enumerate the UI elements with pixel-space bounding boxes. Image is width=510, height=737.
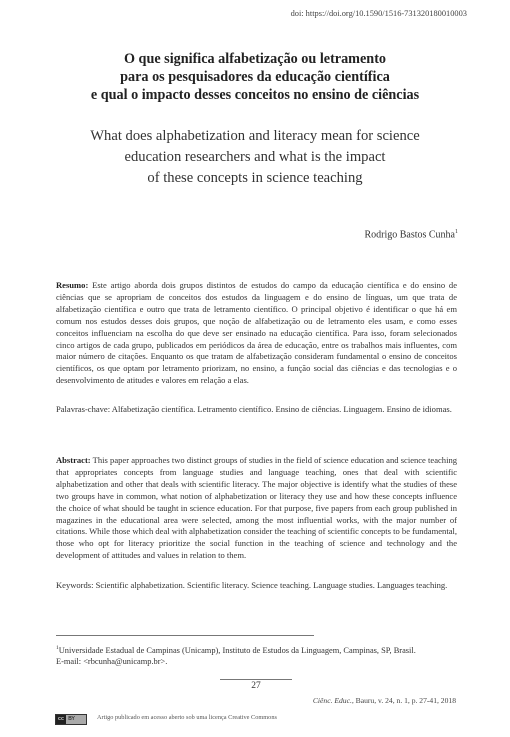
title-pt-line: para os pesquisadores da educação científica [120, 69, 390, 85]
footnote [56, 643, 456, 668]
footnote-line1: Universidade Estadual de Campinas (Unicamp), Instituto de Estudos da Linguagem, Campinas, SP, Brasil. [58, 645, 416, 655]
journal-details: , Bauru, v. 24, n. 1, p. 27-41, 2018 [351, 696, 456, 705]
cc-by-label: BY [68, 716, 75, 722]
journal-name: Ciênc. Educ. [312, 696, 352, 705]
page-number: 27 [251, 681, 261, 691]
footnote-mark: 1 [56, 645, 59, 651]
abstract-text: This paper approaches two distinct groups of studies in the field of science education and science teaching that appropriates concepts from language studies and language teaching, ones that deal with scientific alphabetization and other that deals with scientific literacy. The major objective is identify what the studies of these two groups have in common, what notion of alphabetization or literacy they use and how these concepts influence the choice of what should be taught in science education. For that purpose, five papers from each group published in magazines in the educational area were selected, among the most influential works, with the major number of citations. While those which deal with alphabetization consider the teaching of scientific concepts to be fundamental, those who opt for literacy prioritize the social function in the teaching of science and technology and the development of attitudes and values in relation to them. [56, 455, 457, 561]
palavras-chave: Palavras-chave: Alfabetização científica. Letramento científico. Ensino de ciências. Linguagem. Ensino de idiomas. [56, 404, 452, 414]
footnote-affiliation [56, 643, 456, 656]
page-number-divider [220, 679, 292, 680]
footnote-email[interactable]: E-mail: <rbcunha@unicamp.br>. [56, 657, 168, 667]
license-text: Artigo publicado em acesso aberto sob uma licença Creative Commons [97, 714, 277, 721]
cc-icon: cc [58, 716, 65, 722]
title-pt-line: O que significa alfabetização ou letramento [123, 51, 387, 67]
title-english [40, 126, 470, 189]
title-pt-line: e qual o impacto desses conceitos no ensino de ciências [90, 87, 420, 103]
title-portuguese [40, 50, 470, 104]
abstract-label: Abstract: [56, 455, 91, 465]
title-en-line: What does alphabetization and literacy mean for science [90, 128, 420, 144]
doi-link[interactable]: doi: https://doi.org/10.1590/1516-731320180010003 [290, 9, 467, 18]
journal-citation [313, 696, 456, 705]
footnote-divider [56, 635, 314, 636]
resumo-paragraph [56, 280, 457, 387]
keywords: Keywords: Scientific alphabetization. Scientific literacy. Science teaching. Language studies. Languages teaching. [56, 580, 448, 590]
author-footnote-mark[interactable]: 1 [455, 229, 458, 235]
resumo-text: Este artigo aborda dois grupos distintos de estudos do campo da educação científica e do ensino de ciências que se apropriam de conceitos dos estudos da linguagem e do ensino de línguas, um que trata de alfabetização científica e outro que trata de letramento científico. O principal objetivo é identificar o que há em comum nos estudos desses dois grupos, que noção de alfabetização ou de letramento eles usam, e como esses conceitos influenciam na escolha do que deve ser ensinado na educação científica. Para isso, foram selecionados cinco artigos de cada grupo, publicados em periódicos da área de educação, entre os trabalhos mais influentes, com maior número de citações. Enquanto os que tratam de alfabetização consideram fundamental o ensino de conceitos científicos, os que optam por letramento priorizam, no ensino, a função social das ciências e das tecnologias e o desenvolvimento de atitudes e valores em relação a elas. [56, 280, 457, 386]
author-name-text: Rodrigo Bastos Cunha [364, 229, 455, 241]
resumo-label: Resumo: [56, 280, 89, 290]
author-name [364, 229, 458, 240]
abstract-paragraph [56, 455, 457, 562]
title-en-line: education researchers and what is the impact [124, 149, 386, 165]
creative-commons-badge[interactable] [55, 714, 87, 725]
title-en-line: of these concepts in science teaching [147, 170, 363, 186]
